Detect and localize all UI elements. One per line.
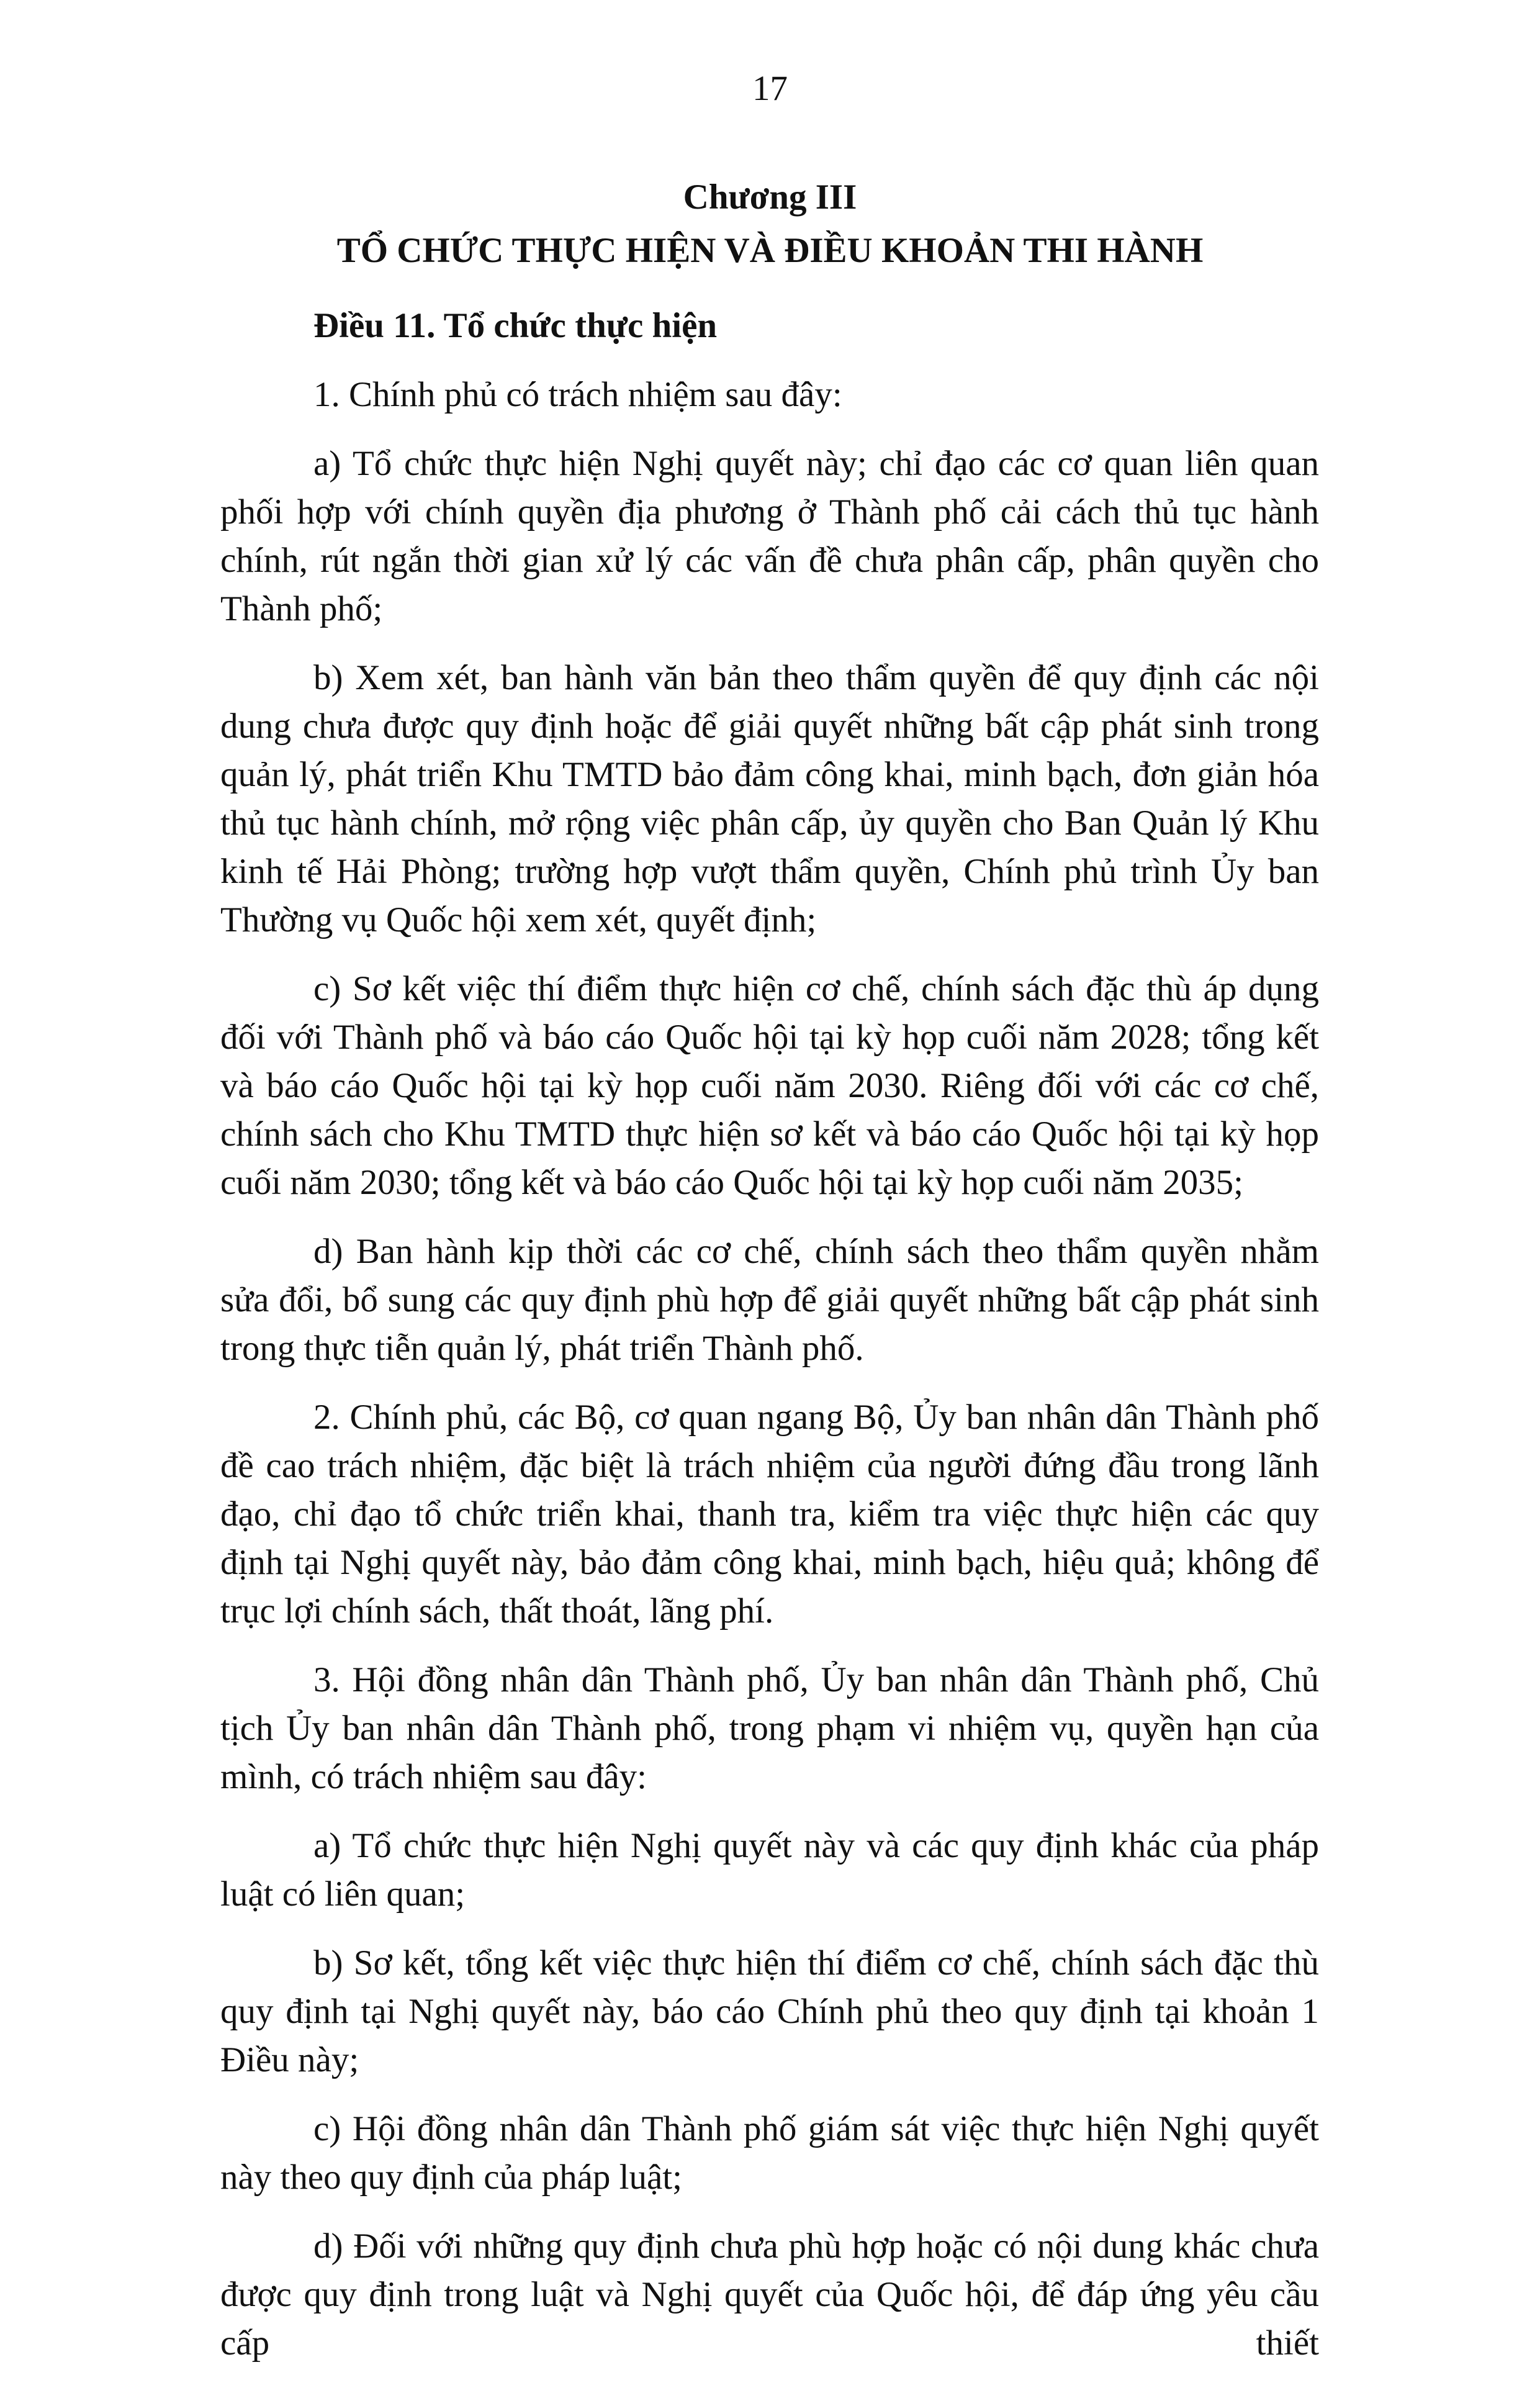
paragraph: b) Sơ kết, tổng kết việc thực hiện thí điểm cơ chế, chính sách đặc thù quy định tại Nghị quyết này, báo cáo Chính phủ theo quy định tại khoản 1 Điều này; xyxy=(220,1943,1319,2079)
paragraph: c) Sơ kết việc thí điểm thực hiện cơ chế, chính sách đặc thù áp dụng đối với Thành phố và báo cáo Quốc hội tại kỳ họp cuối năm 2028; tổng kết và báo cáo Quốc hội tại kỳ họp cuối năm 2030. Riêng đối với các cơ chế, chính sách cho Khu TMTD thực hiện sơ kết và báo cáo Quốc hội tại kỳ họp cuối năm 2030; tổng kết và báo cáo Quốc hội tại kỳ họp cuối năm 2035; xyxy=(220,969,1319,1202)
paragraph: a) Tổ chức thực hiện Nghị quyết này và các quy định khác của pháp luật có liên quan; xyxy=(220,1826,1319,1914)
paragraph: 2. Chính phủ, các Bộ, cơ quan ngang Bộ, Ủy ban nhân dân Thành phố đề cao trách nhiệm, đặc biệt là trách nhiệm của người đứng đầu trong lãnh đạo, chỉ đạo tổ chức triển khai, thanh tra, kiểm tra việc thực hiện các quy định tại Nghị quyết này, bảo đảm công khai, minh bạch, hiệu quả; không để trục lợi chính sách, thất thoát, lãng phí. xyxy=(220,1398,1319,1630)
paragraph: a) Tổ chức thực hiện Nghị quyết này; chỉ đạo các cơ quan liên quan phối hợp với chính quyền địa phương ở Thành phố cải cách thủ tục hành chính, rút ngắn thời gian xử lý các vấn đề chưa phân cấp, phân quyền cho Thành phố; xyxy=(220,444,1319,628)
paragraph: 1. Chính phủ có trách nhiệm sau đây: xyxy=(313,375,842,414)
paragraph: 3. Hội đồng nhân dân Thành phố, Ủy ban nhân dân Thành phố, Chủ tịch Ủy ban nhân dân Thành phố, trong phạm vi nhiệm vụ, quyền hạn của mình, có trách nhiệm sau đây: xyxy=(220,1660,1319,1796)
paragraph: d) Đối với những quy định chưa phù hợp hoặc có nội dung khác chưa được quy định trong luật và Nghị quyết của Quốc hội, để đáp ứng yêu cầu cấp thiết xyxy=(220,2227,1319,2363)
article-body xyxy=(220,302,1319,2388)
paragraph: b) Xem xét, ban hành văn bản theo thẩm quyền để quy định các nội dung chưa được quy định hoặc để giải quyết những bất cập phát sinh trong quản lý, phát triển Khu TMTD bảo đảm công khai, minh bạch, đơn giản hóa thủ tục hành chính, mở rộng việc phân cấp, ủy quyền cho Ban Quản lý Khu kinh tế Hải Phòng; trường hợp vượt thẩm quyền, Chính phủ trình Ủy ban Thường vụ Quốc hội xem xét, quyết định; xyxy=(220,658,1319,939)
chapter-label: Chương III xyxy=(683,178,857,217)
page-number: 17 xyxy=(752,69,788,108)
chapter-title: TỔ CHỨC THỰC HIỆN VÀ ĐIỀU KHOẢN THI HÀNH xyxy=(336,231,1204,270)
paragraph: c) Hội đồng nhân dân Thành phố giám sát việc thực hiện Nghị quyết này theo quy định của pháp luật; xyxy=(220,2109,1319,2197)
article-heading: Điều 11. Tổ chức thực hiện xyxy=(313,306,718,345)
paragraph: d) Ban hành kịp thời các cơ chế, chính sách theo thẩm quyền nhằm sửa đổi, bổ sung các quy định phù hợp để giải quyết những bất cập phát sinh trong thực tiễn quản lý, phát triển Thành phố. xyxy=(220,1232,1319,1368)
